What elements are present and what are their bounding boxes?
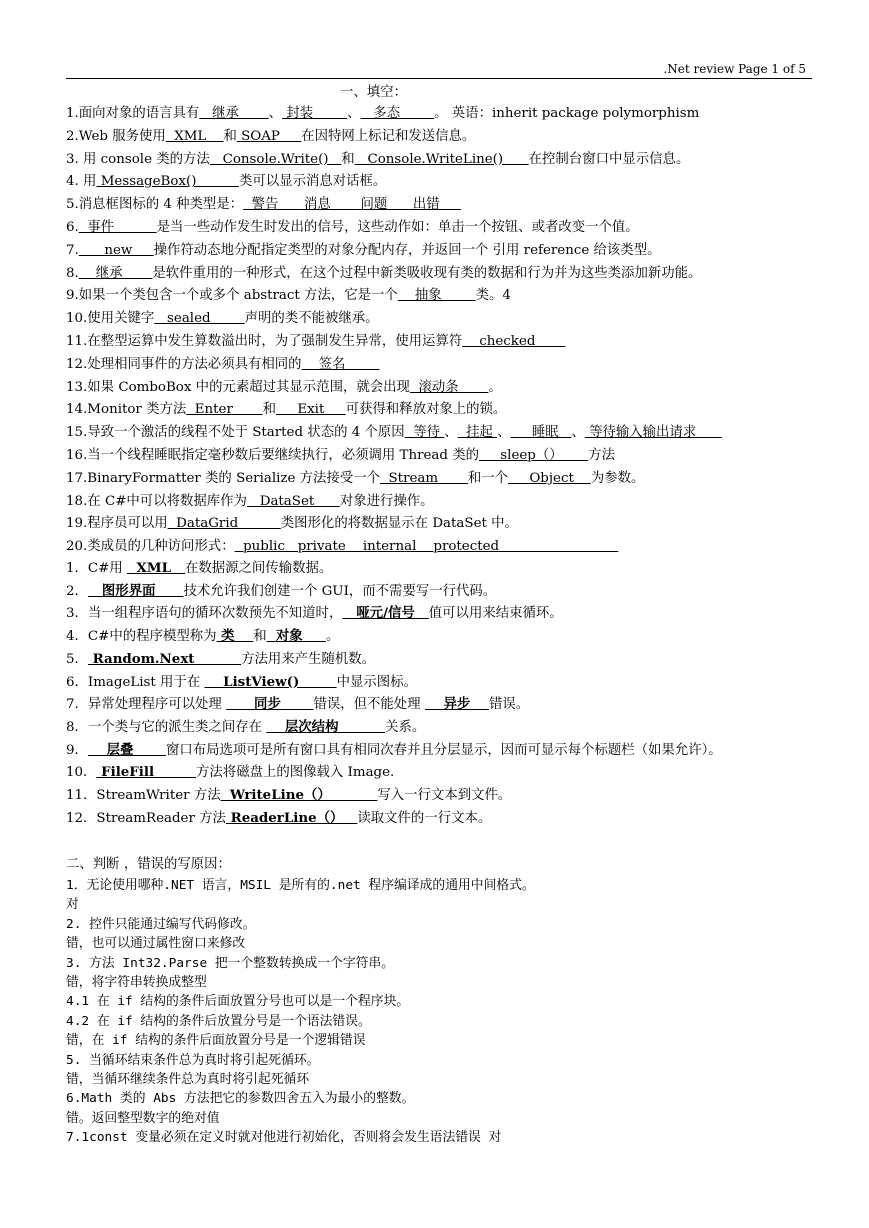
- question-text: 和: [341, 151, 355, 167]
- answer-blank: 警告: [243, 197, 300, 213]
- question-text: 。: [326, 629, 340, 645]
- answer-blank: new: [78, 242, 154, 258]
- question-text: 写入一行文本到文件。: [377, 788, 512, 803]
- question-line: [66, 786, 511, 805]
- question-line: [66, 242, 660, 260]
- question-text: 类。4: [475, 288, 511, 304]
- question-text: 窗口布局选项可是所有窗口具有相同次春并且分层显示，因而可显示每个标题栏（如果允许）。: [165, 742, 722, 758]
- question-text: 11．StreamWriter 方法: [66, 788, 221, 803]
- question-text: 11.在整型运算中发生算数溢出时，为了强制发生异常，使用运算符: [66, 334, 463, 349]
- question-text: 12.处理相同事件的方法必须具有相同的: [66, 356, 302, 372]
- page-header: [66, 62, 812, 79]
- answer-blank: 问题: [356, 197, 409, 213]
- question-text: 19.程序员可以用: [66, 516, 168, 532]
- answer-blank: Exit: [276, 402, 346, 418]
- question-line: [66, 333, 565, 351]
- question-text: 3．当一组程序语句的循环次数预先不知道时，: [66, 606, 343, 622]
- question-line: [66, 105, 699, 123]
- question-text: 方法将磁盘上的图像载入 Image.: [196, 765, 395, 781]
- question-text: 2.Web 服务使用: [66, 128, 166, 144]
- question-line: [66, 582, 496, 601]
- answer-blank: FileFill: [96, 764, 197, 781]
- answer-blank: 等待: [404, 425, 445, 441]
- answer-blank: 出错: [408, 197, 461, 213]
- question-text: 16.当一个线程睡眠指定毫秒数后要继续执行，必须调用 Thread 类的: [66, 448, 480, 463]
- question-text: 12．StreamReader 方法: [66, 810, 226, 826]
- section-title-fill: 一、填空：: [340, 85, 407, 100]
- judge-line: 错，当循环继续条件总为真时将引起死循环: [66, 1072, 310, 1087]
- question-text: 在数据源之间传输数据。: [184, 561, 333, 576]
- answer-blank: Random.Next: [87, 650, 242, 667]
- answer-blank: Stream: [380, 470, 468, 486]
- question-text: 声明的类不能被继承。: [244, 311, 379, 327]
- answer-blank: Object: [508, 470, 591, 486]
- judge-line: 4.2 在 if 结构的条件后放置分号是一个语法错误。: [66, 1013, 371, 1029]
- question-text: 。 英语：inherit package polymorphism: [434, 106, 700, 121]
- question-line: [66, 673, 417, 692]
- answer-blank: 事件: [78, 220, 157, 235]
- question-text: 技术允许我们创建一个 GUI，而不需要写一行代码。: [183, 583, 497, 599]
- question-line: [66, 173, 386, 191]
- answer-blank: 类: [216, 628, 254, 645]
- question-text: 4. 用: [66, 174, 97, 190]
- answer-blank: 睡眠: [510, 425, 572, 441]
- answer-blank: 图形界面: [87, 582, 184, 599]
- answer-blank: ReaderLine（）: [225, 809, 358, 826]
- question-line: [66, 447, 615, 465]
- question-line: [66, 695, 529, 714]
- question-text: 和: [223, 128, 237, 144]
- question-text: 10.使用关键字: [66, 311, 155, 327]
- answer-blank: Enter: [186, 402, 263, 418]
- question-text: 5．: [66, 651, 88, 667]
- answer-blank: 继承: [199, 106, 269, 121]
- judge-line: 对: [66, 897, 79, 913]
- answer-blank: 签名: [301, 356, 380, 372]
- question-text: 类图形化的将数据显示在 DataSet 中。: [280, 516, 518, 532]
- answer-blank: XML: [165, 128, 224, 144]
- question-line: [66, 763, 394, 782]
- question-text: 方法用来产生随机数。: [241, 651, 376, 667]
- question-text: 关系。: [385, 719, 426, 735]
- question-text: 操作符动态地分配指定类型的对象分配内存，并返回一个 引用 reference 给该类型。: [153, 242, 661, 258]
- question-text: 和一个: [467, 470, 509, 486]
- answer-blank: ListView(): [204, 673, 337, 690]
- answer-blank: 挂起: [457, 425, 498, 441]
- question-text: 是软件重用的一种形式，在这个过程中新类吸收现有类的数据和行为并为这些类添加新功能。: [152, 265, 702, 281]
- question-text: 在因特网上标记和发送信息。: [301, 128, 476, 144]
- answer-blank: WriteLine（）: [220, 787, 378, 803]
- page-number: .Net review Page 1 of 5: [663, 62, 806, 76]
- question-line: [66, 265, 701, 283]
- question-line: [66, 310, 379, 328]
- question-text: 3. 用 console 类的方法: [66, 151, 210, 167]
- question-text: 5.消息框图标的 4 种类型是：: [66, 197, 244, 213]
- question-line: [66, 356, 379, 374]
- judge-line: 5. 当循环结束条件总为真时将引起死循环。: [66, 1052, 320, 1068]
- answer-blank: 层叠: [87, 741, 166, 758]
- answer-blank: sealed: [154, 311, 245, 327]
- question-text: 8.: [66, 265, 79, 281]
- question-text: 可获得和释放对象上的锁。: [345, 402, 507, 418]
- judge-line: 1．无论使用哪种.NET 语言，MSIL 是所有的.net 程序编译成的通用中间格式。: [66, 878, 535, 893]
- question-text: 9．: [66, 742, 88, 758]
- question-text: 读取文件的一行文本。: [357, 810, 492, 826]
- question-line: [66, 196, 461, 214]
- question-text: 中显示图标。: [336, 674, 417, 690]
- question-line: [66, 470, 644, 488]
- question-line: [66, 379, 502, 397]
- answer-blank: 抽象: [397, 288, 476, 304]
- question-text: 14.Monitor 类方法: [66, 402, 187, 418]
- question-text: 和: [253, 629, 267, 645]
- question-line: [66, 627, 339, 646]
- answer-blank: 继承: [78, 265, 153, 281]
- judge-line: 3. 方法 Int32.Parse 把一个整数转换成一个字符串。: [66, 955, 395, 971]
- question-text: 类可以显示消息对话框。: [239, 174, 387, 190]
- question-text: 、: [571, 425, 585, 441]
- question-line: [66, 650, 375, 669]
- answer-blank: MessageBox(): [96, 174, 240, 190]
- question-text: 6．ImageList 用于在: [66, 674, 205, 690]
- question-text: 错误，但不能处理: [313, 697, 425, 713]
- question-text: 8．一个类与它的派生类之间存在: [66, 719, 267, 735]
- answer-blank: 对象: [266, 628, 327, 645]
- question-line: [66, 424, 722, 442]
- question-text: 20.类成员的几种访问形式：: [66, 539, 235, 555]
- question-line: [66, 741, 722, 760]
- answer-blank: DataGrid: [167, 516, 281, 532]
- question-text: 错误。: [488, 697, 530, 713]
- judge-line: 错。返回整型数字的绝对值: [66, 1110, 220, 1126]
- question-text: 、: [444, 425, 458, 441]
- question-text: 在控制台窗口中显示信息。: [528, 151, 690, 167]
- question-text: 17.BinaryFormatter 类的 Serialize 方法接受一个: [66, 470, 380, 486]
- answer-blank: Console.WriteLine(): [354, 151, 529, 167]
- question-line: [66, 151, 689, 169]
- answer-blank: SOAP: [236, 128, 302, 144]
- answer-blank: 消息: [299, 197, 357, 213]
- question-text: 和: [262, 402, 277, 418]
- question-text: 、: [347, 106, 361, 121]
- question-text: 7.: [66, 242, 79, 258]
- judge-line: 错，也可以通过属性窗口来修改: [66, 936, 246, 952]
- judge-line: 2. 控件只能通过编写代码修改。: [66, 916, 256, 932]
- question-line: [66, 515, 518, 533]
- question-text: 1．C#用: [66, 561, 128, 576]
- answer-blank: 封装: [282, 106, 348, 121]
- answer-blank: 等待输入输出请求: [584, 425, 722, 441]
- answer-blank: 多态: [360, 106, 435, 121]
- question-line: [66, 538, 618, 556]
- answer-blank: XML: [127, 560, 185, 576]
- question-line: [66, 219, 639, 237]
- question-text: 1.面向对象的语言具有: [66, 106, 200, 121]
- question-line: [66, 604, 563, 623]
- judge-line: 错，将字符串转换成整型: [66, 975, 207, 990]
- question-text: 对象进行操作。: [339, 493, 434, 509]
- question-text: 、: [268, 106, 283, 121]
- judge-line: 错，在 if 结构的条件后面放置分号是一个逻辑错误: [66, 1033, 366, 1049]
- question-text: 。: [488, 379, 502, 395]
- question-line: [66, 401, 506, 419]
- question-line: [66, 809, 491, 828]
- answer-blank: public private internal protected: [234, 539, 619, 555]
- question-text: 、: [497, 425, 511, 441]
- question-text: 18.在 C#中可以将数据库作为: [66, 493, 247, 509]
- answer-blank: 层次结构: [266, 718, 386, 735]
- question-text: 方法: [588, 448, 615, 463]
- section-title-judge: 二、判断 ，错误的写原因：: [66, 857, 231, 872]
- question-text: 值可以用来结束循环。: [428, 606, 563, 622]
- answer-blank: 哑元/信号: [342, 605, 429, 622]
- question-text: 13.如果 ComboBox 中的元素超过其显示范围，就会出现: [66, 379, 410, 395]
- answer-blank: 同步: [226, 696, 314, 713]
- judge-line: 4.1 在 if 结构的条件后面放置分号也可以是一个程序块。: [66, 994, 410, 1010]
- answer-blank: DataSet: [246, 493, 340, 509]
- judge-line: 7.1const 变量必须在定义时就对他进行初始化，否则将会发生语法错误 对: [66, 1130, 502, 1146]
- answer-blank: Console.Write(): [209, 151, 342, 167]
- answer-blank: sleep（）: [479, 448, 589, 463]
- question-text: 2．: [66, 583, 88, 599]
- question-text: 为参数。: [590, 470, 645, 486]
- question-line: [66, 128, 475, 146]
- question-text: 15.导致一个激活的线程不处于 Started 状态的 4 个原因: [66, 425, 405, 441]
- question-line: [66, 559, 332, 578]
- question-text: 4．C#中的程序模型称为: [66, 629, 217, 645]
- question-line: [66, 493, 434, 511]
- question-text: 10．: [66, 765, 97, 781]
- question-line: [66, 287, 511, 305]
- question-line: [66, 718, 425, 737]
- judge-line: 6.Math 类的 Abs 方法把它的参数四舍五入为最小的整数。: [66, 1091, 415, 1107]
- question-text: 9.如果一个类包含一个或多个 abstract 方法，它是一个: [66, 288, 398, 304]
- answer-blank: checked: [462, 334, 566, 349]
- question-text: 7．异常处理程序可以处理: [66, 697, 227, 713]
- answer-blank: 滚动条: [409, 379, 489, 395]
- question-text: 是当一些动作发生时发出的信号，这些动作如：单击一个按钮、或者改变一个值。: [156, 220, 639, 235]
- answer-blank: 异步: [424, 696, 489, 713]
- question-text: 6.: [66, 220, 79, 235]
